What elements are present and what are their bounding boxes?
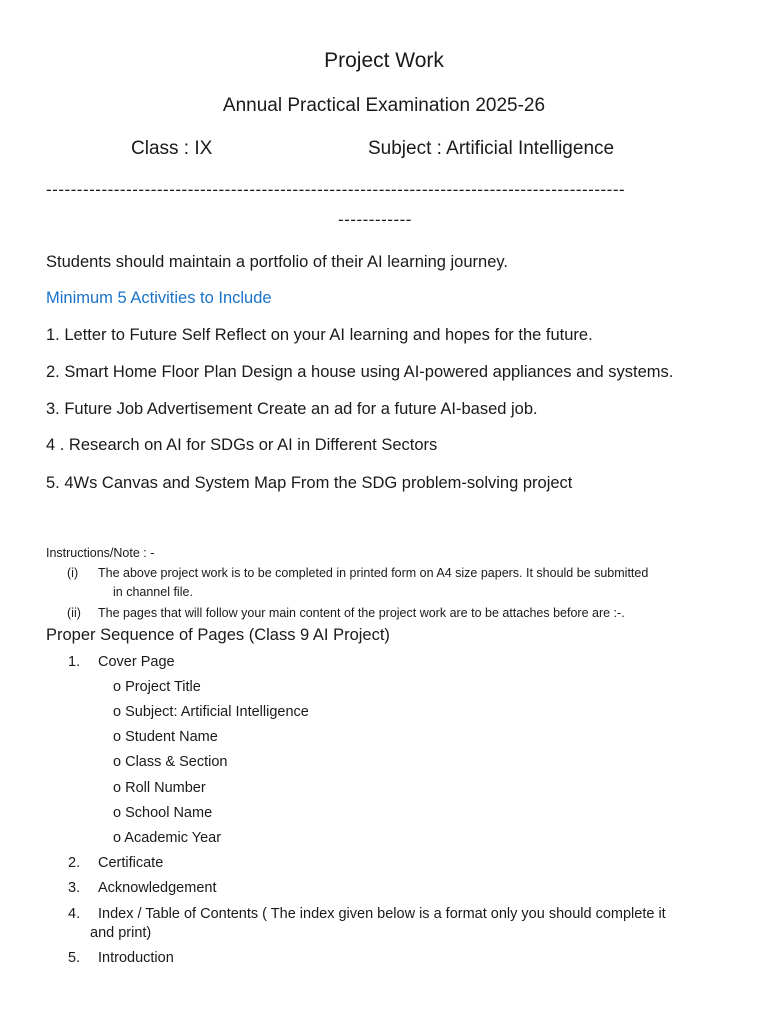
subject-label: Subject : Artificial Intelligence [368, 138, 615, 159]
instruction-text-continued: in channel file. [113, 585, 193, 599]
activity-item: 3. Future Job Advertisement Create an ad for a future AI-based job. [46, 400, 538, 418]
instructions-heading: Instructions/Note : - [46, 546, 155, 560]
page-title: Project Work [324, 49, 444, 72]
sequence-number: 2. [68, 855, 81, 871]
sequence-number: 1. [68, 654, 81, 670]
instruction-marker: (ii) [67, 606, 81, 620]
sequence-number: 3. [68, 880, 81, 896]
sequence-item: Certificate [98, 855, 164, 871]
instruction-text: The above project work is to be completed in printed form on A4 size papers. It should be submitted [98, 566, 649, 580]
sequence-heading: Proper Sequence of Pages (Class 9 AI Project) [46, 626, 390, 644]
divider-line: ---------------------------------------------------------------------------------------------- [46, 180, 626, 199]
cover-subitem: o Class & Section [113, 754, 228, 770]
sequence-item: Acknowledgement [98, 880, 217, 896]
cover-subitem: o Student Name [113, 729, 218, 745]
activity-item: 2. Smart Home Floor Plan Design a house using AI-powered appliances and systems. [46, 363, 674, 381]
cover-subitem: o Subject: Artificial Intelligence [113, 704, 309, 720]
intro-text: Students should maintain a portfolio of their AI learning journey. [46, 253, 508, 271]
activity-item: 4 . Research on AI for SDGs or AI in Different Sectors [46, 436, 438, 454]
divider-line-continued: ------------ [338, 210, 412, 229]
cover-subitem: o Roll Number [113, 780, 206, 796]
instruction-marker: (i) [67, 566, 79, 580]
sequence-item: Introduction [98, 950, 174, 966]
exam-title: Annual Practical Examination 2025-26 [222, 95, 546, 116]
sequence-number: 5. [68, 950, 81, 966]
activity-item: 5. 4Ws Canvas and System Map From the SDG problem-solving project [46, 474, 573, 492]
class-label: Class : IX [131, 138, 213, 159]
activity-item: 1. Letter to Future Self Reflect on your AI learning and hopes for the future. [46, 326, 593, 344]
sequence-item: Index / Table of Contents ( The index given below is a format only you should complete it [98, 906, 666, 922]
cover-subitem: o School Name [113, 805, 213, 821]
cover-subitem: o Academic Year [113, 830, 222, 846]
cover-subitem: o Project Title [113, 679, 201, 695]
sequence-item: Cover Page [98, 654, 175, 670]
sequence-number: 4. [68, 906, 81, 922]
instruction-text: The pages that will follow your main content of the project work are to be attaches before are :-. [98, 606, 625, 620]
activities-heading: Minimum 5 Activities to Include [46, 289, 272, 307]
sequence-item-continued: and print) [90, 925, 152, 941]
